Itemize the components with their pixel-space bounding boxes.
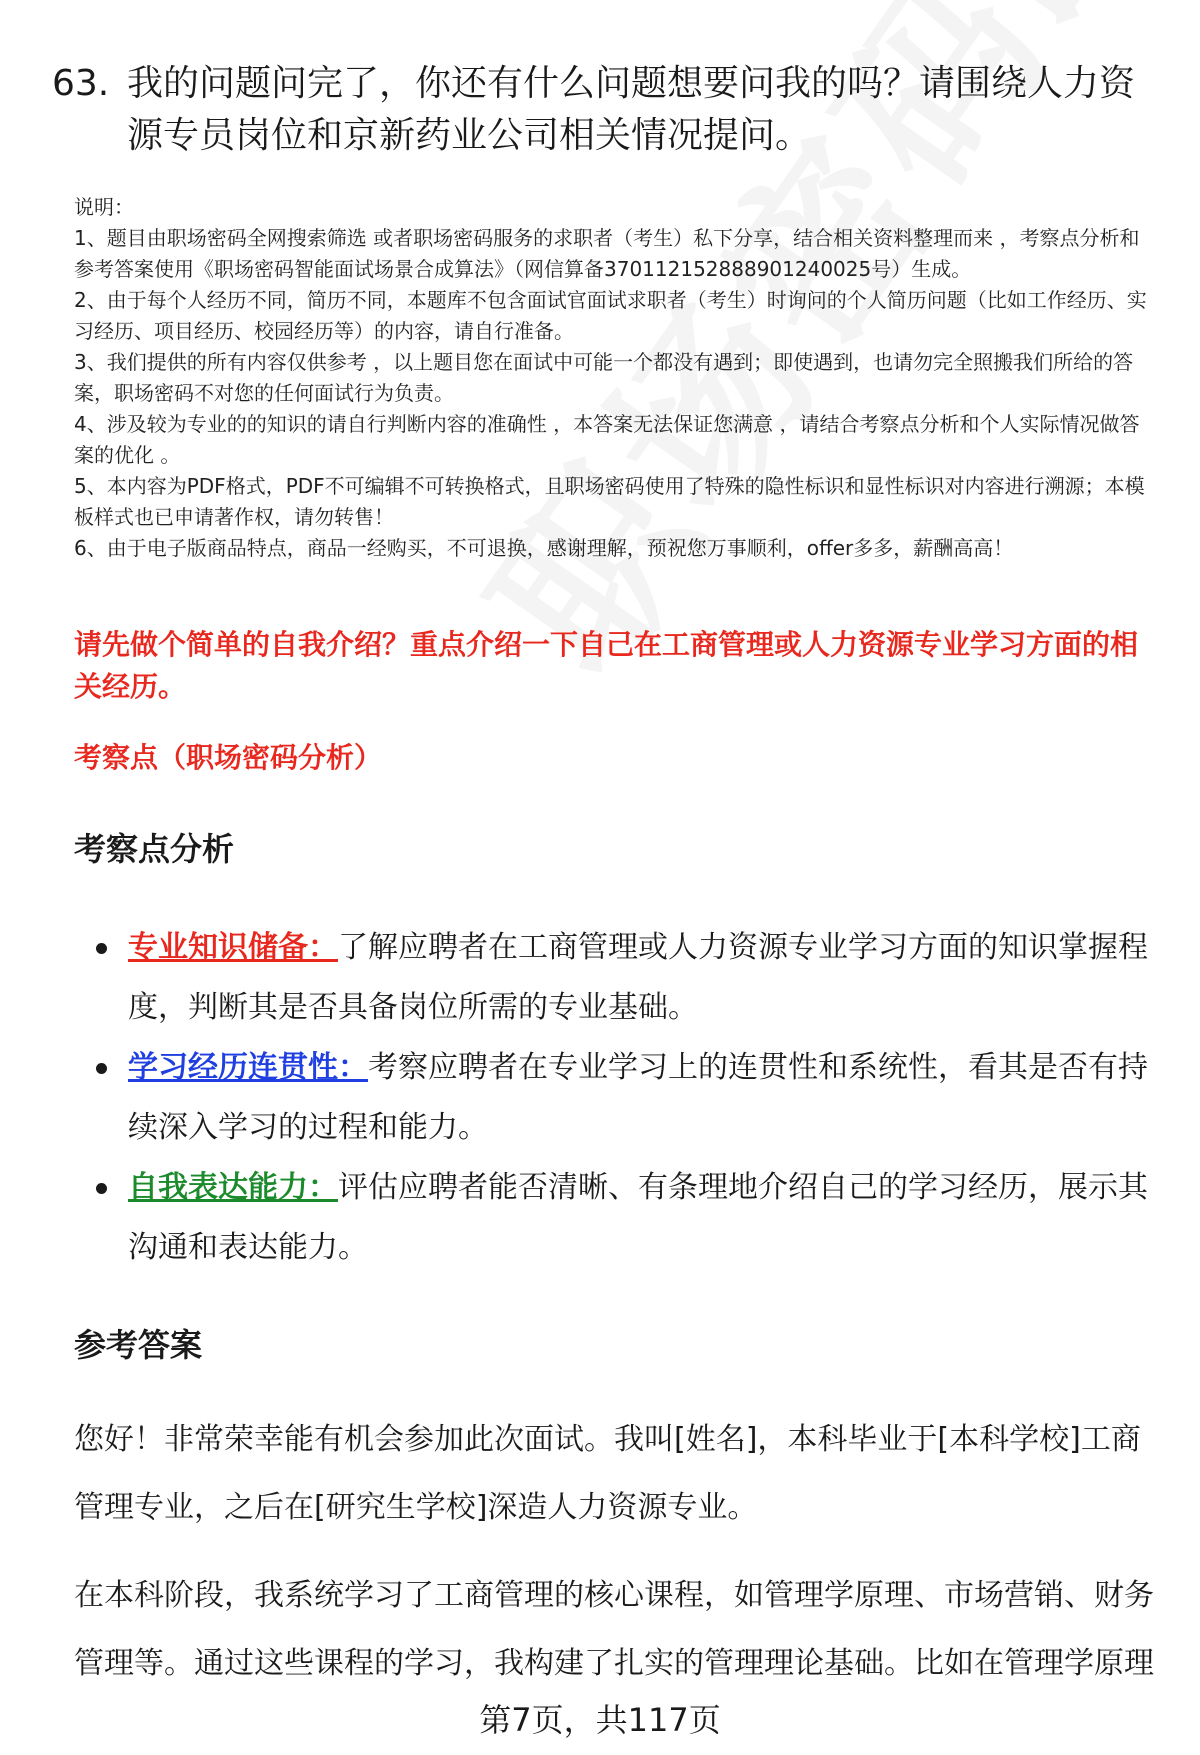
note-item: 4、涉及较为专业的的知识的请自行判断内容的准确性 ，本答案无法保证您满意 ，请结合考察点分析和个人实际情况做答案的优化 。 <box>74 412 1140 467</box>
notes-block <box>74 192 1159 564</box>
note-item: 2、由于每个人经历不同，简历不同，本题库不包含面试官面试求职者（考生）时询问的个人简历问题（比如工作经历、实习经历、项目经历、校园经历等）的内容，请自行准备。 <box>74 288 1147 343</box>
analysis-item-label: 专业知识储备： <box>128 930 338 965</box>
question-title <box>52 58 1152 162</box>
analysis-item <box>96 1158 1156 1278</box>
sub-question: 请先做个简单的自我介绍？重点介绍一下自己在工商管理或人力资源专业学习方面的相关经历。 <box>74 628 1139 703</box>
note-item: 6、由于电子版商品特点，商品一经购买，不可退换，感谢理解，预祝您万事顺利，offer多多，薪酬高高！ <box>74 536 1014 560</box>
analysis-list <box>96 918 1156 1278</box>
analysis-item-label: 学习经历连贯性： <box>128 1050 368 1085</box>
note-item: 3、我们提供的所有内容仅供参考 ，以上题目您在面试中可能一个都没有遇到；即使遇到，也请勿完全照搬我们所给的答案，职场密码不对您的任何面试行为负责。 <box>74 350 1134 405</box>
analysis-item-text: 了解应聘者在工商管理或人力资源专业学习方面的知识掌握程度，判断其是否具备岗位所需的专业基础。 <box>128 930 1148 1025</box>
notes-heading: 说明： <box>74 195 134 219</box>
analysis-item-text: 考察应聘者在专业学习上的连贯性和系统性，看其是否有持续深入学习的过程和能力。 <box>128 1050 1148 1145</box>
analysis-item-label: 自我表达能力： <box>128 1170 338 1205</box>
note-item: 5、本内容为PDF格式，PDF不可编辑不可转换格式，且职场密码使用了特殊的隐性标识和显性标识对内容进行溯源；本模板样式也已申请著作权，请勿转售！ <box>74 474 1145 529</box>
answer-paragraph: 在本科阶段，我系统学习了工商管理的核心课程，如管理学原理、市场营销、财务管理等。通过这些课程的学习，我构建了扎实的管理理论基础。比如在管理学原理 <box>74 1578 1154 1681</box>
bullet-dot-icon <box>96 1063 107 1074</box>
key-points-label: 考察点（职场密码分析） <box>74 741 383 774</box>
note-item: 1、题目由职场密码全网搜索筛选 或者职场密码服务的求职者（考生）私下分享，结合相关资料整理而来 ，考察点分析和参考答案使用《职场密码智能面试场景合成算法》（网信算备370112152888901240025号）生成。 <box>74 226 1140 281</box>
bullet-dot-icon <box>96 1183 107 1194</box>
answer-body <box>74 1406 1159 1718</box>
bullet-dot-icon <box>96 943 107 954</box>
analysis-item <box>96 918 1156 1038</box>
question-number: 63. <box>52 63 110 104</box>
page-footer: 第7页，共117页 <box>479 1701 721 1739</box>
answer-paragraph: 您好！非常荣幸能有机会参加此次面试。我叫[姓名]，本科毕业于[本科学校]工商管理专业，之后在[研究生学校]深造人力资源专业。 <box>74 1422 1141 1525</box>
analysis-item <box>96 1038 1156 1158</box>
question-text: 我的问题问完了，你还有什么问题想要问我的吗？请围绕人力资源专员岗位和京新药业公司相关情况提问。 <box>127 63 1136 156</box>
analysis-item-text: 评估应聘者能否清晰、有条理地介绍自己的学习经历，展示其沟通和表达能力。 <box>128 1170 1148 1265</box>
analysis-heading: 考察点分析 <box>74 830 235 868</box>
answer-heading: 参考答案 <box>74 1326 203 1364</box>
